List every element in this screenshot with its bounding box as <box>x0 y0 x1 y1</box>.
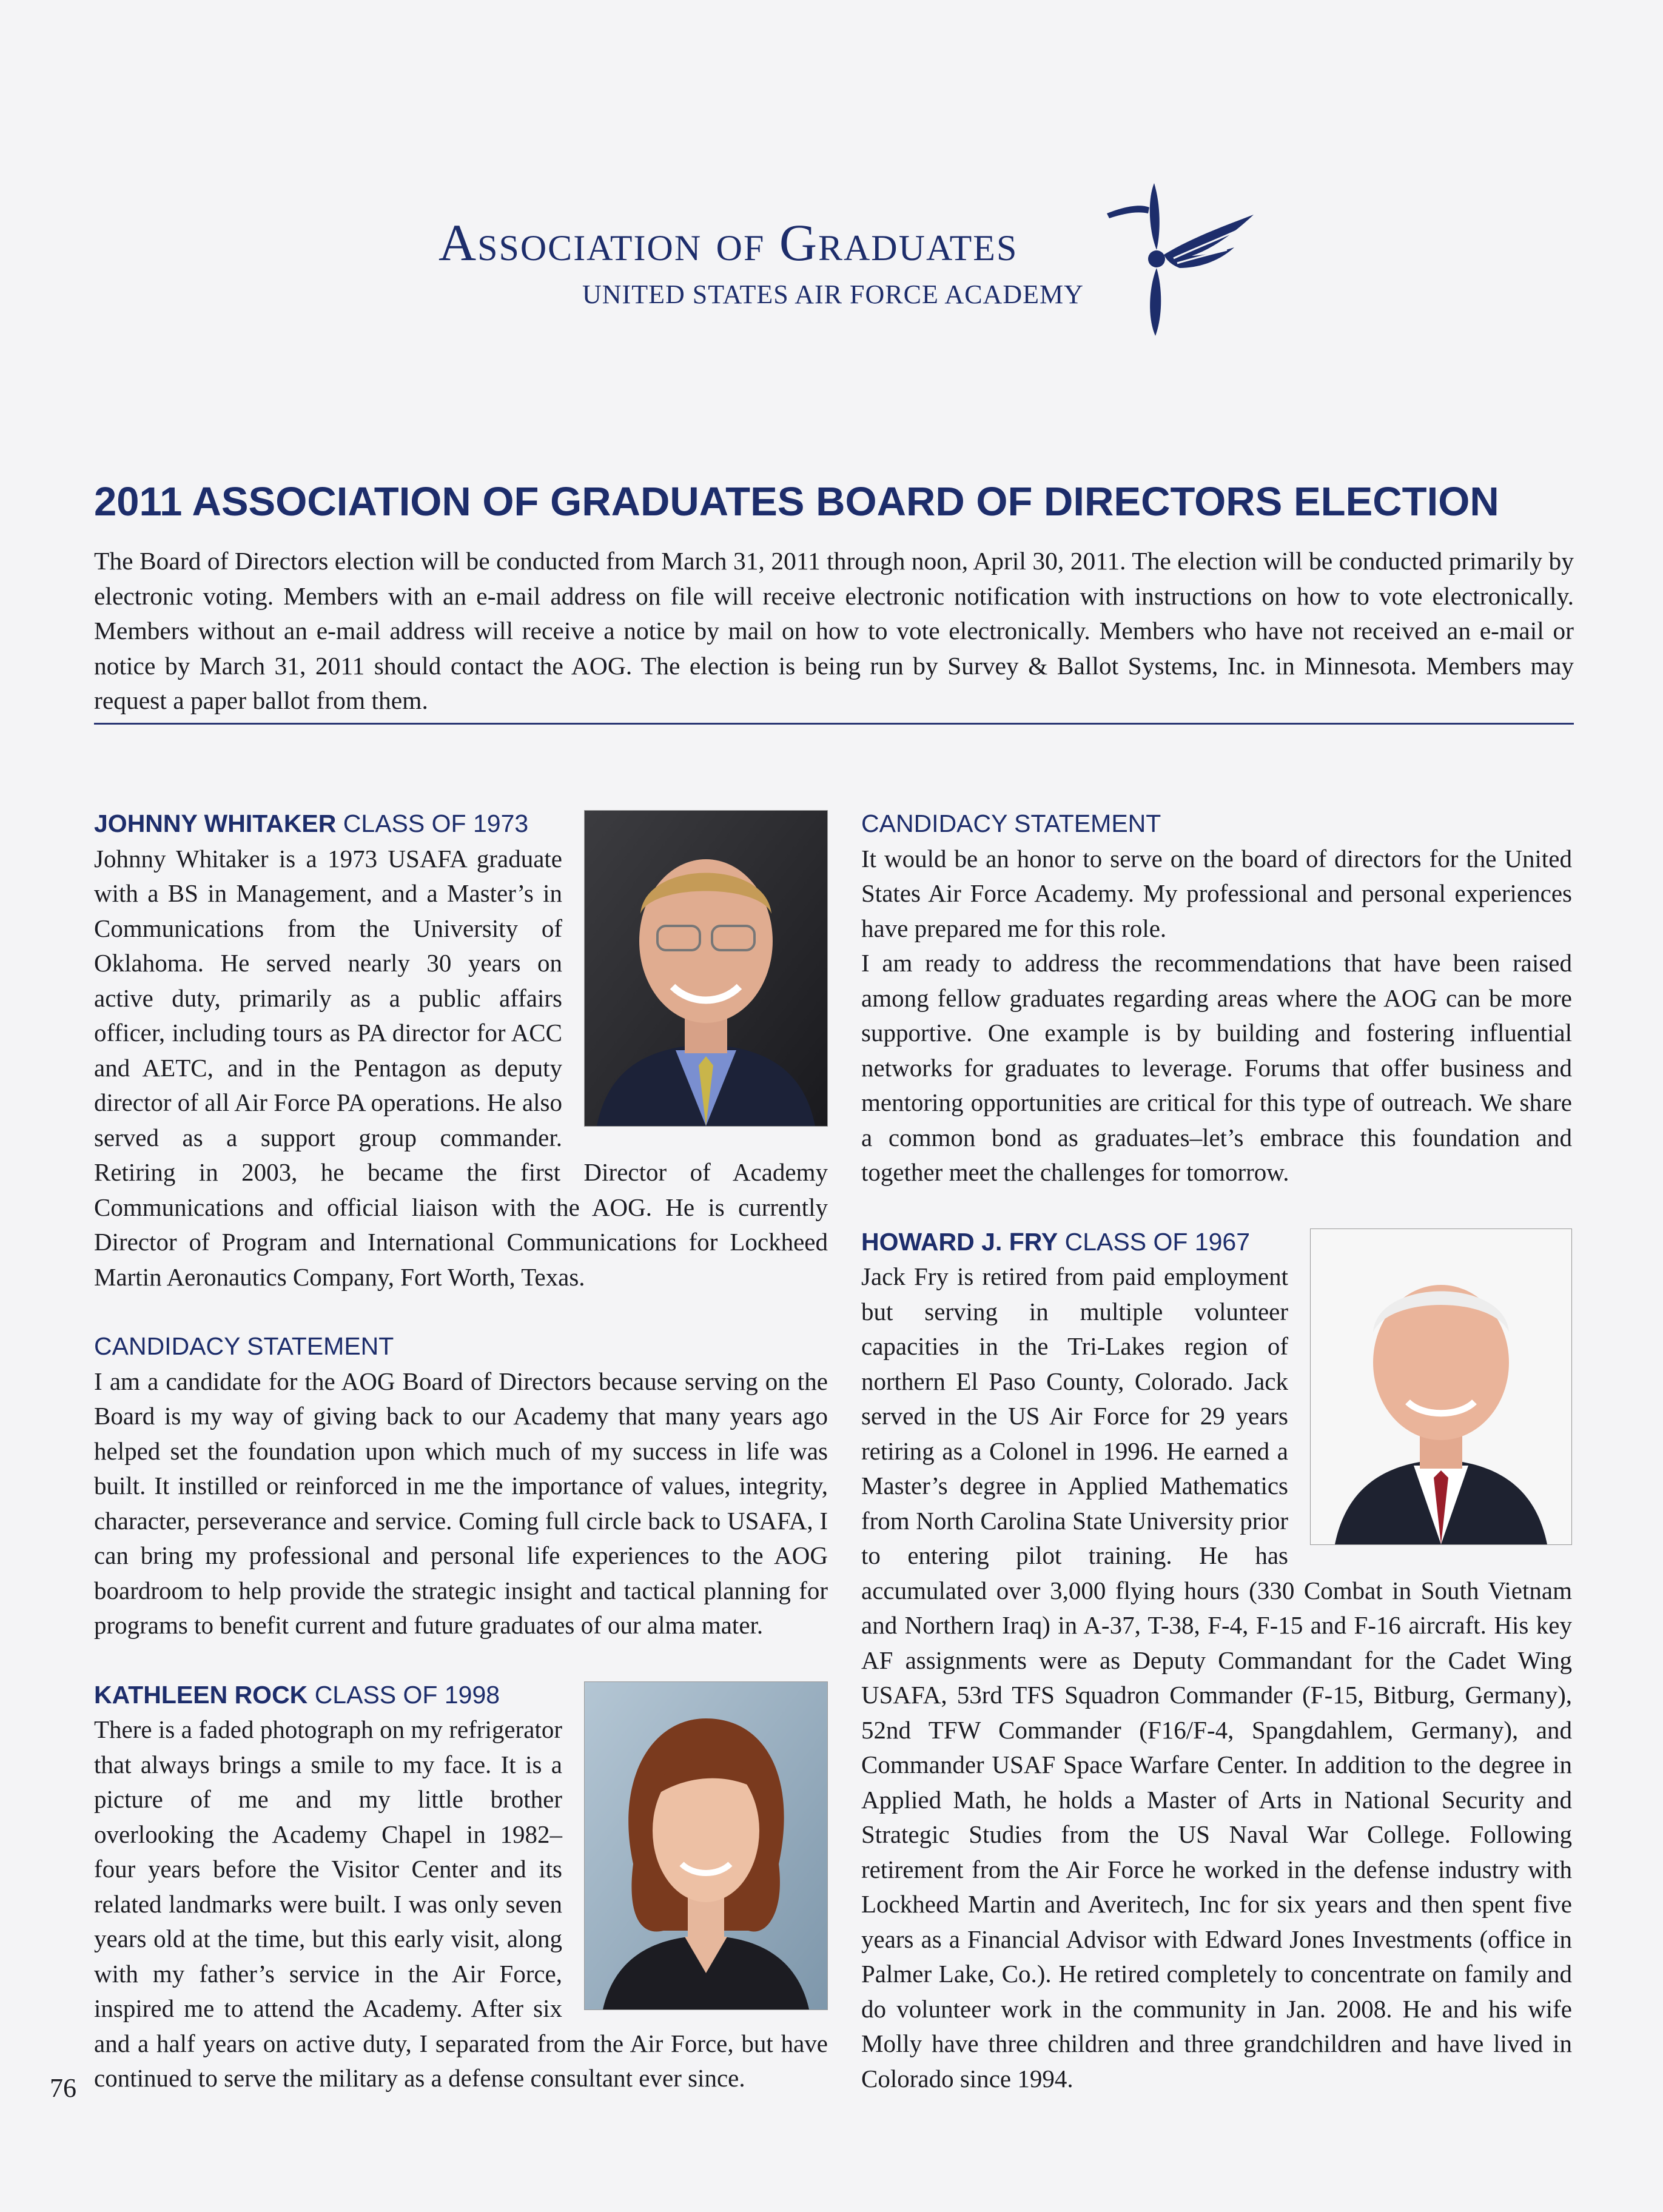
candidate-name-whitaker: JOHNNY WHITAKER <box>94 809 337 837</box>
statement-heading-rock: CANDIDACY STATEMENT <box>861 809 1161 837</box>
portrait-fry <box>1310 1228 1572 1545</box>
statement-heading-whitaker: CANDIDACY STATEMENT <box>94 1332 394 1360</box>
statement-rock-p2: I am ready to address the recommendations that have been raised among fellow graduates regarding areas where the AOG can be more supportive. One example is by building and fostering influential networks for graduates to leverage. Forums that offer business and mentoring opportunities are critical for this type of outreach. We share a common bond as graduates–let’s embrace this foundation and together meet the challenges for tomorrow. <box>861 949 1572 1186</box>
bio-whitaker: Johnny Whitaker is a 1973 USAFA graduate with a BS in Management, and a Master’s in Communications from the University of Oklahoma. He served nearly 30 years on active duty, primarily as a public affairs officer, including tours as PA director for ACC and AETC, and in the Pentagon as deputy director of all Air Force PA operations. He also served as a support group commander. Retiring in 2003, he became the first Director of Academy Communications and official liaison with the AOG. He is currently Director of Program and International Communications for Lockheed Martin Aeronautics Company, Fort Worth, Texas. <box>94 844 828 1291</box>
portrait-whitaker <box>584 810 828 1127</box>
left-column <box>94 806 828 2096</box>
page-title: 2011 ASSOCIATION OF GRADUATES BOARD OF DIRECTORS ELECTION <box>94 479 1499 525</box>
candidate-class-fry: CLASS OF 1967 <box>1064 1227 1251 1256</box>
candidate-class-whitaker: CLASS OF 1973 <box>343 809 529 837</box>
candidate-name-rock: KATHLEEN ROCK <box>94 1680 308 1709</box>
candidate-class-rock: CLASS OF 1998 <box>314 1680 500 1709</box>
masthead-subtitle: UNITED STATES AIR FORCE ACADEMY <box>582 280 1084 309</box>
candidate-name-fry: HOWARD J. FRY <box>861 1227 1058 1256</box>
bio-rock: There is a faded photograph on my refrigerator that always brings a smile to my face. It is a picture of me and my little brother overlooking the Academy Chapel in 1982–four years before the Visitor Center and its related landmarks were built. I was only seven years old at the time, but this early visit, along with my father’s service in the Air Force, inspired me to attend the Academy. After six and a half years on active duty, I separated from the Air Force, but have continued to serve the military as a defense consultant ever since. <box>94 1715 828 2092</box>
section-divider <box>94 723 1574 725</box>
statement-rock-p1: It would be an honor to serve on the board of directors for the United States Air Force Academy. My professional and personal experiences have prepared me for this role. <box>861 844 1572 942</box>
masthead-title: Association of Graduates <box>438 213 1018 272</box>
intro-paragraph: The Board of Directors election will be conducted from March 31, 2011 through noon, April 30, 2011. The election will be conducted primarily by electronic voting. Members with an e-mail address on file will receive electronic notification with instructions on how to vote electronically. Members without an e-mail address will receive a notice by mail on how to vote electronically. Members who have not received an e-mail or notice by March 31, 2011 should contact the AOG. The election is being run by Survey & Ballot Systems, Inc. in Minnesota. Members may request a paper ballot from them. <box>94 547 1574 714</box>
winged-propeller-emblem-icon <box>1089 177 1258 341</box>
right-column <box>861 806 1572 2096</box>
statement-whitaker: I am a candidate for the AOG Board of Directors because serving on the Board is my way of giving back to our Academy that many years ago helped set the foundation upon which much of my success in life was built. It instilled or reinforced in me the importance of values, integrity, character, perseverance and service. Coming full circle back to USAFA, I can bring my professional and personal life experiences to the AOG boardroom to help provide the strategic insight and tactical planning for programs to benefit current and future graduates of our alma mater. <box>94 1367 828 1639</box>
portrait-rock <box>584 1681 828 2010</box>
page-number: 76 <box>50 2073 76 2103</box>
bio-fry: Jack Fry is retired from paid employment but serving in multiple volunteer capacities in the Tri-Lakes region of northern El Paso County, Colorado. Jack served in the US Air Force for 29 years retiring as a Colonel in 1996. He earned a Master’s degree in Applied Mathematics from North Carolina State University prior to entering pilot training. He has accumulated over 3,000 flying hours (330 Combat in South Vietnam and Northern Iraq) in A-37, T-38, F-4, F-15 and F-16 aircraft. His key AF assignments were as Deputy Commandant for the Cadet Wing USAFA, 53rd TFS Squadron Commander (F-15, Bitburg, Germany), 52nd TFW Commander (F16/F-4, Spangdahlem, Germany), and Commander USAF Space Warfare Center. In addition to the degree in Applied Math, he holds a Master of Arts in National Security and Strategic Studies from the US Naval War College. Following retirement from the Air Force he worked in the defense industry with Lockheed Martin and Averitech, Inc for six years and then spent five years as a Financial Advisor with Edward Jones Investments (office in Palmer Lake, Co.). He retired completely to concentrate on family and do volunteer work in the community in Jan. 2008. He and his wife Molly have three children and three grandchildren and have lived in Colorado since 1994. <box>861 1262 1572 2093</box>
